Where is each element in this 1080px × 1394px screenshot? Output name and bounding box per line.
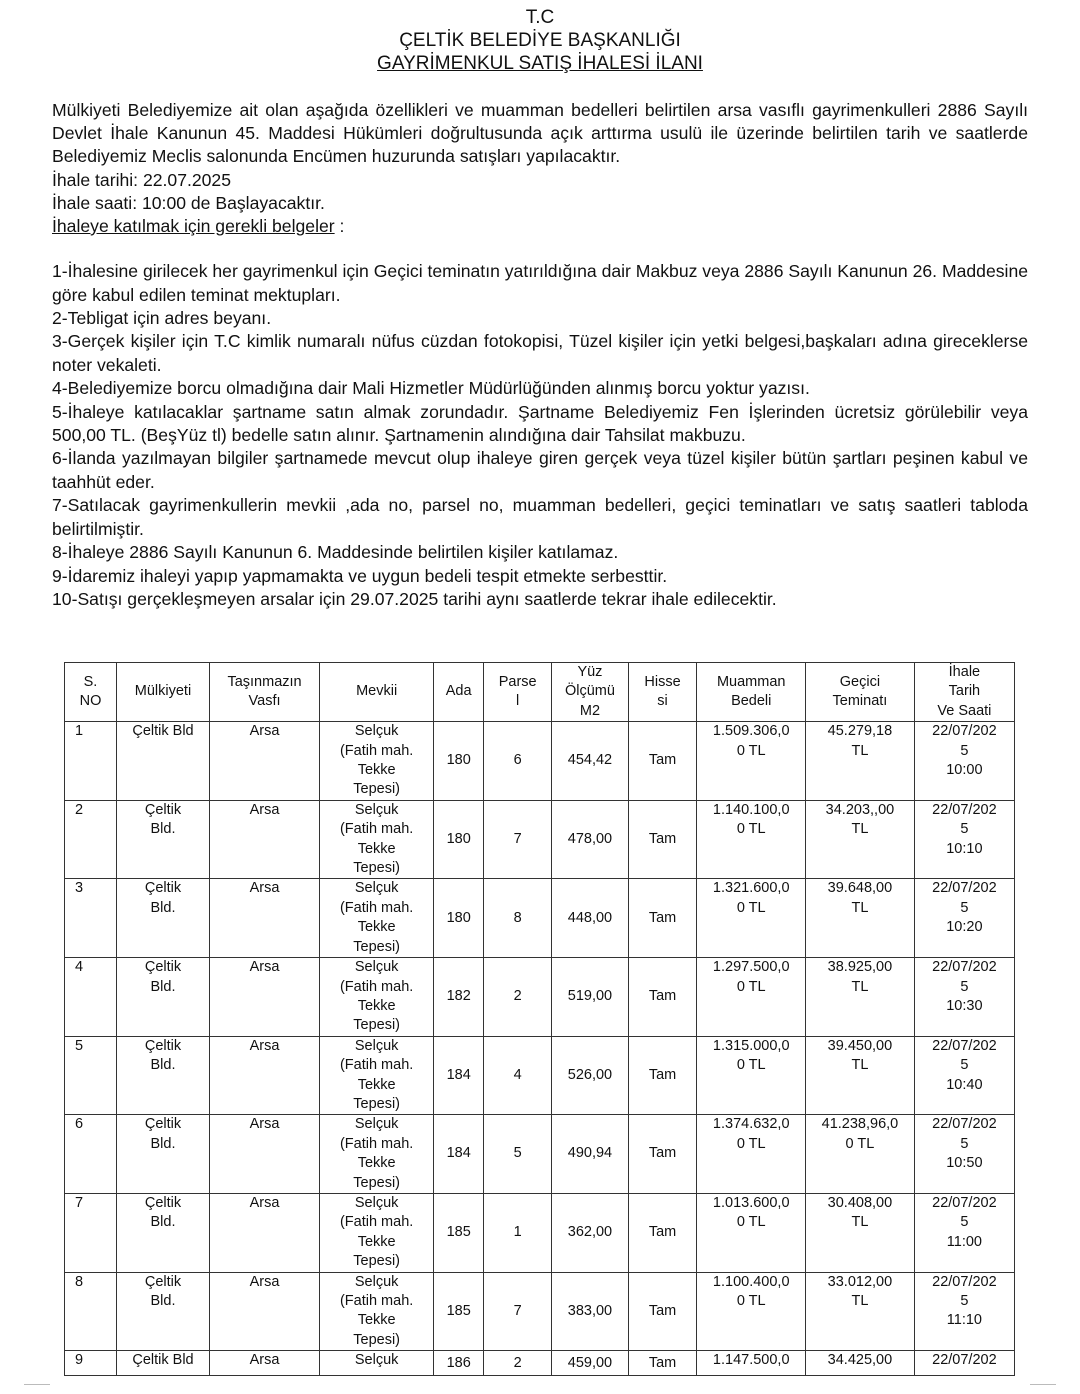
cell-parsel: 7	[484, 1272, 552, 1351]
cell-owner	[117, 1351, 210, 1376]
cell-date-line: 22/07/202	[932, 1273, 997, 1290]
cell-price	[697, 958, 806, 1037]
cell-price-line: 1.013.600,0	[712, 1194, 790, 1211]
table-row	[65, 1036, 1015, 1115]
cell-location-line: Selçuk	[354, 1273, 399, 1290]
table-row	[65, 1193, 1015, 1272]
cell-deposit-line: TL	[851, 899, 869, 916]
cell-price-line: 1.374.632,0	[712, 1116, 790, 1133]
cell-date-line: 5	[960, 899, 969, 916]
cell-parsel: 1	[484, 1193, 552, 1272]
header-line: Bedeli	[731, 693, 772, 710]
requirement-number: 7-	[52, 495, 68, 516]
cell-date-line: 22/07/202	[932, 1037, 997, 1054]
requirement-item	[52, 307, 1028, 330]
cell-location-line: Tekke	[357, 1233, 396, 1250]
cell-type: Arsa	[209, 958, 319, 1037]
requirement-number: 9-	[52, 565, 68, 586]
cell-price-line: 0 TL	[736, 1293, 766, 1309]
cell-owner-line: Çeltik	[144, 1273, 182, 1290]
header-line: Ada	[445, 683, 472, 700]
cell-area: 459,00	[552, 1351, 629, 1376]
header-line: NO	[79, 693, 102, 710]
header-line: M2	[579, 702, 601, 719]
cell-location-line: (Fatih mah.	[339, 1293, 414, 1309]
cell-no: 9	[65, 1351, 117, 1376]
cell-deposit-line: 33.012,00	[827, 1273, 893, 1290]
cell-price	[697, 1115, 806, 1194]
cell-date-line: 5	[960, 742, 969, 759]
header-line: l	[516, 693, 520, 710]
cell-price-line: 0 TL	[736, 1135, 766, 1152]
header-title: GAYRİMENKUL SATIŞ İHALESİ İLANI	[377, 53, 703, 74]
cell-date-line: 10:10	[946, 840, 983, 857]
requirement-item	[52, 260, 1028, 307]
cell-owner-line: Bld.	[150, 821, 176, 838]
cell-owner	[117, 1272, 210, 1351]
cell-deposit	[806, 1193, 915, 1272]
cell-date	[914, 1351, 1014, 1376]
cell-owner-line: Bld.	[150, 899, 176, 916]
cell-deposit-line: TL	[851, 1214, 869, 1231]
cell-date-line: 22/07/202	[932, 1194, 997, 1211]
cell-share: Tam	[628, 879, 697, 958]
cell-area: 526,00	[552, 1036, 629, 1115]
cell-ada: 184	[434, 1036, 484, 1115]
table-header-cell	[209, 663, 319, 722]
cell-price	[697, 1351, 806, 1376]
cell-deposit	[806, 722, 915, 801]
header-tc: T.C	[525, 7, 555, 28]
cell-no: 6	[65, 1115, 117, 1194]
cell-ada: 184	[434, 1115, 484, 1194]
cell-owner	[117, 1193, 210, 1272]
cell-location-line: Tekke	[357, 1155, 396, 1172]
cell-price	[697, 722, 806, 801]
cell-owner	[117, 1115, 210, 1194]
requirement-text: İdaremiz ihaleyi yapıp yapmamakta ve uygun bedeli tespit etmekte serbesttir.	[67, 565, 668, 586]
cell-parsel: 6	[484, 722, 552, 801]
cell-location	[320, 879, 434, 958]
header-line: Vasfı	[248, 693, 281, 710]
cell-no: 1	[65, 722, 117, 801]
auction-time-value: 10:00 de Başlayacaktır.	[137, 192, 325, 213]
cell-price	[697, 1036, 806, 1115]
header-line: Taşınmazın	[227, 673, 302, 690]
requirement-number: 4-	[52, 378, 68, 399]
requirement-item	[52, 447, 1028, 494]
cell-owner-line: Bld.	[150, 1135, 176, 1152]
cell-parsel: 7	[484, 800, 552, 879]
cell-ada: 186	[434, 1351, 484, 1376]
table-header-cell	[434, 663, 484, 722]
header-line: Hisse	[644, 673, 681, 690]
auction-date	[52, 169, 1028, 192]
cell-date	[914, 1193, 1014, 1272]
cell-location-line: (Fatih mah.	[339, 742, 414, 759]
cell-deposit-line: 39.648,00	[827, 880, 893, 897]
cell-location-line: Tekke	[357, 762, 396, 779]
cell-location-line: (Fatih mah.	[339, 1214, 414, 1231]
cell-price-line: 1.147.500,0	[712, 1352, 790, 1369]
cell-deposit-line: 34.425,00	[827, 1352, 893, 1369]
requirement-number: 5-	[52, 401, 68, 422]
header-line: Mülkiyeti	[134, 683, 192, 700]
cell-date	[914, 1036, 1014, 1115]
cell-deposit-line: 45.279,18	[827, 723, 893, 740]
cell-deposit	[806, 1351, 915, 1376]
cell-location-line: (Fatih mah.	[339, 1135, 414, 1152]
cell-share: Tam	[628, 1272, 697, 1351]
table-header-cell	[697, 663, 806, 722]
cell-deposit-line: TL	[851, 978, 869, 995]
cell-date-line: 22/07/202	[932, 880, 997, 897]
cell-date	[914, 800, 1014, 879]
requirement-text: Satılacak gayrimenkullerin mevkii ,ada no, parsel no, muamman bedelleri, geçici teminatları ve satış saatleri tabloda belirtilmiştir.	[52, 495, 1028, 539]
cell-price	[697, 1193, 806, 1272]
cell-share: Tam	[628, 1193, 697, 1272]
requirement-text: İhalesine girilecek her gayrimenkul için Geçici teminatın yatırıldığına dair Makbuz veya 2886 Sayılı Kanunun 26. Maddesine göre kabul edilen teminat mektupları.	[52, 261, 1029, 305]
header-line: İhale	[948, 664, 981, 680]
cell-owner	[117, 879, 210, 958]
header-line: si	[657, 693, 668, 710]
cell-location-line: Selçuk	[354, 1037, 399, 1054]
cell-share: Tam	[628, 1351, 697, 1376]
cell-owner	[117, 1036, 210, 1115]
auction-time-label: İhale saati:	[52, 192, 138, 213]
header-line: Mevkii	[356, 683, 398, 700]
cell-owner-line: Çeltik	[144, 880, 182, 897]
cell-location	[320, 1036, 434, 1115]
cell-deposit	[806, 1272, 915, 1351]
cell-type: Arsa	[209, 800, 319, 879]
cell-date-line: 10:20	[946, 919, 983, 936]
table-header-row	[65, 663, 1015, 722]
cell-area: 383,00	[552, 1272, 629, 1351]
cell-location-line: Tekke	[357, 1076, 396, 1093]
table-header-cell	[117, 663, 210, 722]
cell-ada: 180	[434, 722, 484, 801]
requirements-list	[52, 260, 1028, 611]
cell-owner-line: Çeltik	[144, 959, 182, 976]
cell-location-line: Selçuk	[354, 1116, 399, 1133]
cell-parsel: 2	[484, 1351, 552, 1376]
cell-date-line: 5	[960, 1135, 969, 1152]
table-row	[65, 800, 1015, 879]
cell-location	[320, 1272, 434, 1351]
cell-deposit-line: TL	[851, 1293, 869, 1309]
header-line: Ölçümü	[564, 683, 615, 700]
cell-deposit-line: 38.925,00	[827, 959, 893, 976]
requirement-item	[52, 377, 1028, 400]
requirement-item	[52, 565, 1028, 588]
cell-location-line: Selçuk	[354, 723, 399, 740]
cell-location-line: Tepesi)	[353, 860, 400, 877]
header-line: Parse	[498, 673, 537, 690]
cell-deposit	[806, 800, 915, 879]
cell-owner	[117, 722, 210, 801]
required-docs-heading	[52, 215, 1028, 238]
cell-date-line: 11:00	[946, 1233, 982, 1250]
document-header	[0, 0, 1080, 75]
cell-price-line: 1.321.600,0	[712, 880, 790, 897]
cell-no: 5	[65, 1036, 117, 1115]
cell-price-line: 1.297.500,0	[712, 959, 790, 976]
cell-date	[914, 879, 1014, 958]
cell-ada: 185	[434, 1193, 484, 1272]
cell-price-line: 1.100.400,0	[712, 1273, 790, 1290]
table-row	[65, 722, 1015, 801]
requirement-item	[52, 588, 1028, 611]
cell-location-line: Tekke	[357, 997, 396, 1014]
cell-location-line: Tepesi)	[353, 938, 400, 955]
cell-date-line: 22/07/202	[932, 959, 997, 976]
header-line: Tarih	[948, 683, 981, 700]
cell-parsel: 2	[484, 958, 552, 1037]
requirement-text: Tebligat için adres beyanı.	[67, 308, 272, 329]
header-line: Teminatı	[832, 693, 888, 710]
cell-type: Arsa	[209, 1272, 319, 1351]
cell-date-line: 5	[960, 1293, 969, 1309]
cell-owner-line: Çeltik Bld	[132, 723, 194, 740]
cell-share: Tam	[628, 958, 697, 1037]
cell-date-line: 22/07/202	[932, 1116, 997, 1133]
cell-parsel: 8	[484, 879, 552, 958]
cell-type: Arsa	[209, 1115, 319, 1194]
cell-type: Arsa	[209, 1036, 319, 1115]
table-header-cell	[914, 663, 1014, 722]
requirement-number: 1-	[52, 261, 68, 282]
cell-deposit	[806, 879, 915, 958]
cell-area: 454,42	[552, 722, 629, 801]
cell-no: 7	[65, 1193, 117, 1272]
cell-deposit-line: TL	[851, 821, 869, 838]
cell-location-line: Tekke	[357, 840, 396, 857]
cell-price	[697, 800, 806, 879]
cell-location-line: Selçuk	[354, 880, 399, 897]
cell-location-line: (Fatih mah.	[339, 978, 414, 995]
cell-type: Arsa	[209, 879, 319, 958]
cell-deposit	[806, 1036, 915, 1115]
table-body	[65, 722, 1015, 1376]
cell-type: Arsa	[209, 1351, 319, 1376]
cell-date-line: 10:00	[946, 762, 983, 779]
cell-date-line: 5	[960, 821, 969, 838]
cell-deposit-line: 34.203,,00	[825, 801, 895, 818]
header-line: Ve Saati	[937, 702, 992, 719]
cell-deposit-line: 41.238,96,0	[821, 1116, 899, 1133]
cell-owner-line: Bld.	[150, 1293, 176, 1309]
cell-deposit-line: TL	[851, 742, 869, 759]
requirement-text: Gerçek kişiler için T.C kimlik numaralı nüfus cüzdan fotokopisi, Tüzel kişiler için yetki belgesi,başkaları adına gireceklerse noter vekaleti.	[52, 331, 1028, 375]
requirement-number: 3-	[52, 331, 68, 352]
cell-price-line: 0 TL	[736, 1057, 766, 1074]
cell-no: 2	[65, 800, 117, 879]
cell-date	[914, 722, 1014, 801]
header-institution: ÇELTİK BELEDİYE BAŞKANLIĞI	[399, 30, 681, 51]
cell-date-line: 5	[960, 1057, 969, 1074]
cell-date	[914, 958, 1014, 1037]
cell-date-line: 10:40	[946, 1076, 983, 1093]
cell-ada: 185	[434, 1272, 484, 1351]
cell-location-line: (Fatih mah.	[339, 1057, 414, 1074]
cell-location	[320, 958, 434, 1037]
cell-parsel: 5	[484, 1115, 552, 1194]
cell-price-line: 0 TL	[736, 978, 766, 995]
intro-section	[52, 75, 1028, 260]
cell-type: Arsa	[209, 722, 319, 801]
cell-parsel: 4	[484, 1036, 552, 1115]
cell-area: 490,94	[552, 1115, 629, 1194]
cell-area: 362,00	[552, 1193, 629, 1272]
cell-location	[320, 800, 434, 879]
table-row	[65, 1115, 1015, 1194]
requirement-number: 2-	[52, 308, 68, 329]
cell-location	[320, 1115, 434, 1194]
requirement-text: Belediyemize borcu olmadığına dair Mali Hizmetler Müdürlüğünden alınmış borcu yoktur yazısı.	[67, 378, 810, 399]
cell-deposit-line: TL	[851, 1057, 869, 1074]
requirement-number: 8-	[52, 542, 68, 563]
cell-owner-line: Bld.	[150, 978, 176, 995]
cell-share: Tam	[628, 722, 697, 801]
cell-location-line: Selçuk	[354, 959, 399, 976]
table-row	[65, 879, 1015, 958]
table-row	[65, 1272, 1015, 1351]
cell-location-line: Selçuk	[354, 1352, 399, 1369]
cell-location-line: Selçuk	[354, 1194, 399, 1211]
table-header-cell	[65, 663, 117, 722]
cell-date-line: 5	[960, 1214, 969, 1231]
table-header-cell	[320, 663, 434, 722]
cell-area: 478,00	[552, 800, 629, 879]
auction-time	[52, 192, 1028, 215]
table-row	[65, 958, 1015, 1037]
cell-location	[320, 1193, 434, 1272]
requirement-text: Satışı gerçekleşmeyen arsalar için 29.07.2025 tarihi aynı saatlerde tekrar ihale edilecektir.	[77, 588, 777, 609]
cell-ada: 180	[434, 879, 484, 958]
cell-owner-line: Bld.	[150, 1057, 176, 1074]
cell-deposit-line: 39.450,00	[827, 1037, 893, 1054]
cell-location-line: Tekke	[357, 1312, 396, 1329]
property-table	[64, 662, 1015, 1376]
cell-price	[697, 1272, 806, 1351]
table-row	[65, 1351, 1015, 1376]
cell-price-line: 0 TL	[736, 821, 766, 838]
cell-date-line: 22/07/202	[932, 723, 997, 740]
intro-paragraph: Mülkiyeti Belediyemize ait olan aşağıda özellikleri ve muamman bedelleri belirtilen arsa vasıflı gayrimenkulleri 2886 Sayılı Devlet İhale Kanunun 45. Maddesi Hükümleri doğrultusunda açık arttırma usulü ile üzerinde belirtilen tarih ve saatlerde Belediyemiz Meclis salonunda Encümen huzurunda satışları yapılacaktır.	[52, 100, 1028, 167]
cell-no: 4	[65, 958, 117, 1037]
cell-location-line: (Fatih mah.	[339, 821, 414, 838]
cell-area: 448,00	[552, 879, 629, 958]
cell-location-line: Selçuk	[354, 801, 399, 818]
requirement-item	[52, 541, 1028, 564]
header-line: Muamman	[716, 673, 786, 690]
cell-price-line: 0 TL	[736, 1214, 766, 1231]
auction-date-value: 22.07.2025	[138, 169, 232, 190]
cell-date	[914, 1272, 1014, 1351]
cell-ada: 182	[434, 958, 484, 1037]
cell-owner-line: Çeltik	[144, 1037, 182, 1054]
cell-price-line: 0 TL	[736, 742, 766, 759]
cell-price-line: 0 TL	[736, 899, 766, 916]
cell-date-line: 22/07/202	[932, 1352, 997, 1369]
cell-no: 8	[65, 1272, 117, 1351]
cell-location-line: Tepesi)	[353, 1017, 400, 1034]
cell-deposit-line: 30.408,00	[827, 1194, 893, 1211]
cell-location-line: Tepesi)	[353, 1331, 400, 1348]
cell-price-line: 1.140.100,0	[712, 801, 790, 818]
cell-date-line: 22/07/202	[932, 801, 997, 818]
cell-location	[320, 1351, 434, 1376]
header-line: Geçici	[839, 673, 881, 690]
table-header-cell	[552, 663, 629, 722]
required-docs-colon: :	[334, 216, 345, 237]
header-line: S.	[83, 673, 98, 690]
cell-date	[914, 1115, 1014, 1194]
requirement-item	[52, 494, 1028, 541]
cell-date-line: 10:30	[946, 997, 983, 1014]
cell-owner-line: Çeltik	[144, 1116, 182, 1133]
header-line: Yüz	[577, 664, 603, 680]
cell-owner-line: Çeltik Bld	[132, 1352, 194, 1369]
required-docs-title: İhaleye katılmak için gerekli belgeler	[52, 216, 335, 237]
requirement-number: 6-	[52, 448, 68, 469]
cell-owner	[117, 958, 210, 1037]
requirement-item	[52, 401, 1028, 448]
cell-location-line: Tepesi)	[353, 1174, 400, 1191]
cell-price	[697, 879, 806, 958]
cell-price-line: 1.315.000,0	[712, 1037, 790, 1054]
cell-deposit-line: 0 TL	[845, 1135, 875, 1152]
cell-share: Tam	[628, 1036, 697, 1115]
cell-no: 3	[65, 879, 117, 958]
cell-price-line: 1.509.306,0	[712, 723, 790, 740]
requirement-item	[52, 330, 1028, 377]
table-header-cell	[484, 663, 552, 722]
cell-type: Arsa	[209, 1193, 319, 1272]
requirement-text: İhaleye katılacaklar şartname satın almak zorundadır. Şartname Belediyemiz Fen İşlerinden ücretsiz görülebilir veya 500,00 TL. (BeşYüz tl) bedelle satın alınır. Şartnamenin alındığına dair Tahsilat makbuzu.	[52, 401, 1028, 446]
cell-date-line: 5	[960, 978, 969, 995]
cell-owner-line: Çeltik	[144, 1194, 182, 1211]
cell-location-line: Tepesi)	[353, 1253, 400, 1270]
table-header-cell	[806, 663, 915, 722]
table-header-cell	[628, 663, 697, 722]
cell-area: 519,00	[552, 958, 629, 1037]
cell-deposit	[806, 958, 915, 1037]
cell-date-line: 11:10	[946, 1312, 982, 1329]
cell-share: Tam	[628, 1115, 697, 1194]
cell-owner-line: Çeltik	[144, 801, 182, 818]
cell-owner	[117, 800, 210, 879]
cell-deposit	[806, 1115, 915, 1194]
scan-mark-right	[1030, 1384, 1056, 1385]
auction-date-label: İhale tarihi:	[52, 169, 139, 190]
cell-location-line: Tekke	[357, 919, 396, 936]
requirement-text: İlanda yazılmayan bilgiler şartnamede mevcut olup ihaleye giren gerçek veya tüzel kişiler bütün şartları peşinen kabul ve taahhüt eder.	[52, 448, 1028, 492]
scan-mark-left	[24, 1384, 50, 1385]
cell-ada: 180	[434, 800, 484, 879]
requirement-number: 10-	[52, 588, 78, 609]
cell-location	[320, 722, 434, 801]
cell-date-line: 10:50	[946, 1155, 983, 1172]
cell-owner-line: Bld.	[150, 1214, 176, 1231]
cell-location-line: (Fatih mah.	[339, 899, 414, 916]
cell-location-line: Tepesi)	[353, 781, 400, 798]
requirement-text: İhaleye 2886 Sayılı Kanunun 6. Maddesinde belirtilen kişiler katılamaz.	[67, 542, 619, 563]
cell-location-line: Tepesi)	[353, 1095, 400, 1112]
cell-share: Tam	[628, 800, 697, 879]
